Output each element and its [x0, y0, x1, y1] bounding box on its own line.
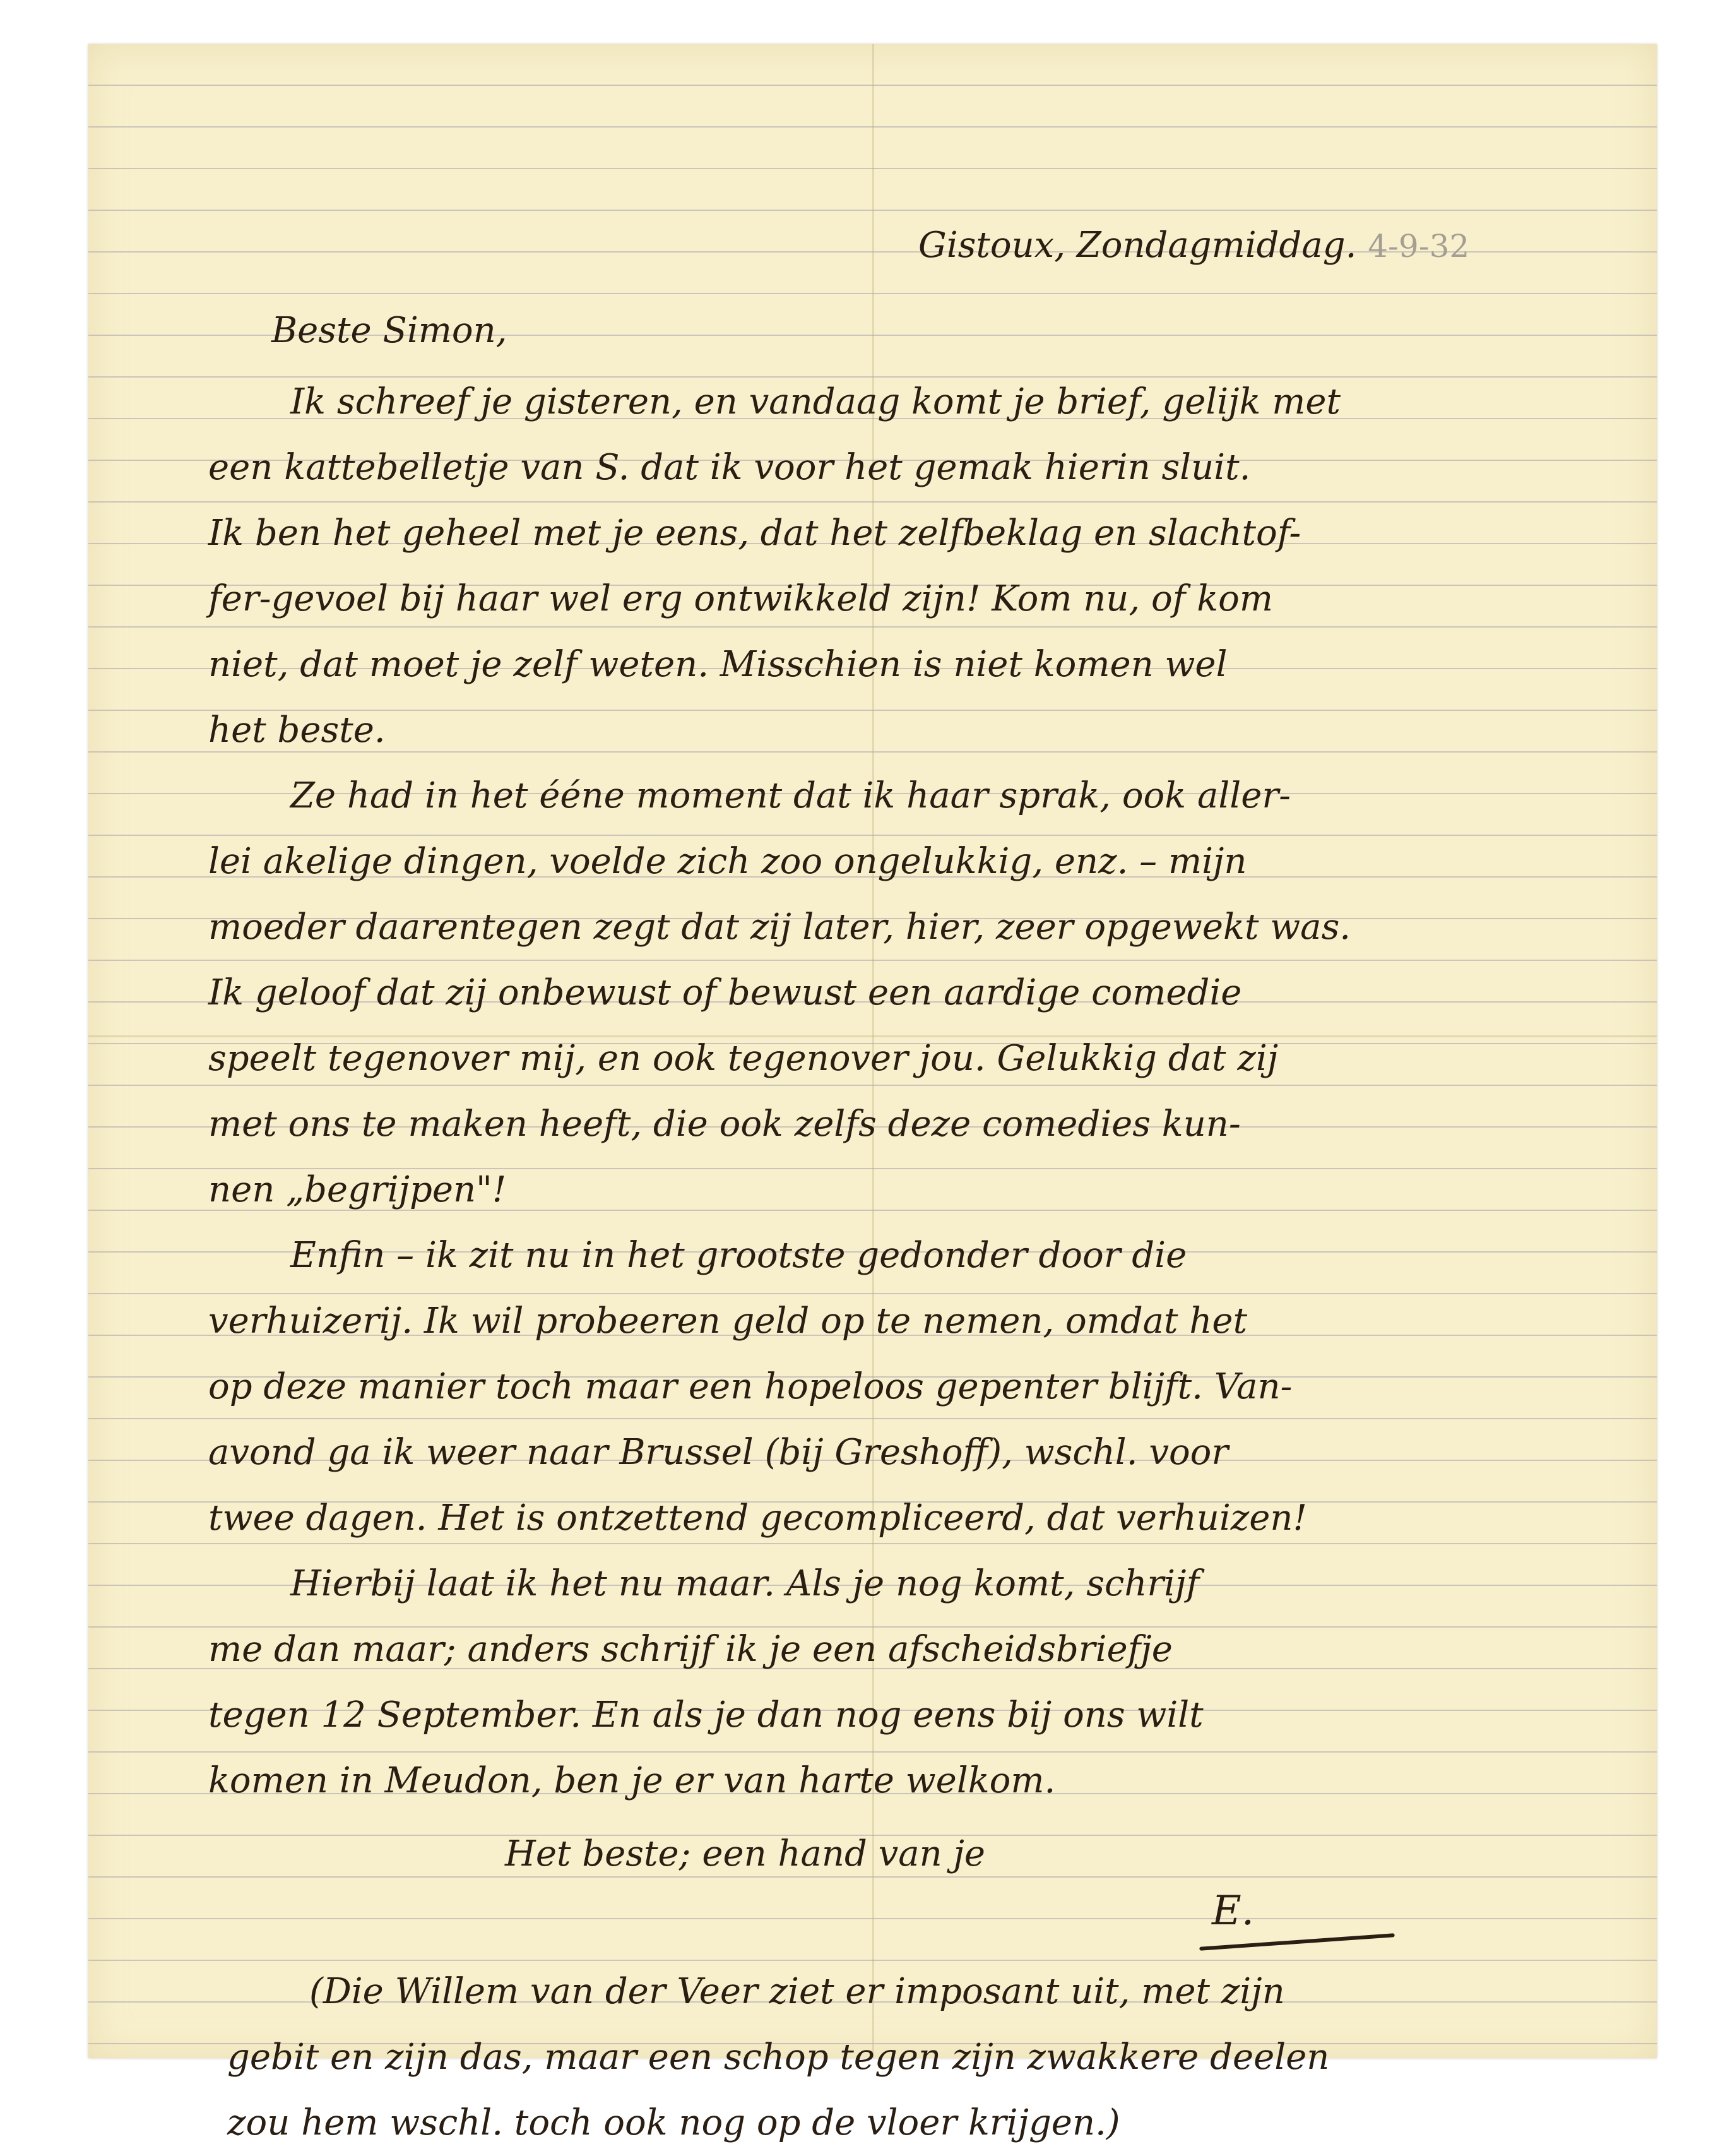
postscript-line: zou hem wschl. toch ook nog op de vloer krijgen.) [227, 2102, 1120, 2143]
closing: Het beste; een hand van je [505, 1833, 986, 1874]
body-line: lei akelige dingen, voelde zich zoo ongelukkig, enz. – mijn [208, 841, 1247, 882]
body-line: op deze manier toch maar een hopeloos gepenter blijft. Van- [208, 1366, 1293, 1407]
body-line: nen „begrijpen"! [208, 1169, 507, 1210]
body-line: fer-gevoel bij haar wel erg ontwikkeld zijn! Kom nu, of kom [208, 578, 1273, 619]
postscript-line: gebit en zijn das, maar een schop tegen zijn zwakkere deelen [227, 2037, 1330, 2078]
body-line: Ik ben het geheel met je eens, dat het zelfbeklag en slachtof- [208, 513, 1301, 554]
pencil-date: 4-9-32 [1368, 228, 1470, 265]
body-line: Ik geloof dat zij onbewust of bewust een aardige comedie [208, 972, 1242, 1013]
body-line: een kattebelletje van S. dat ik voor het gemak hierin sluit. [208, 447, 1251, 488]
salutation: Beste Simon, [271, 310, 507, 351]
body-line: Ze had in het ééne moment dat ik haar sprak, ook aller- [290, 775, 1291, 816]
postscript [227, 1959, 1329, 2156]
letter-body [208, 369, 1351, 1814]
body-line: Hierbij laat ik het nu maar. Als je nog komt, schrijf [290, 1563, 1200, 1604]
body-line: tegen 12 September. En als je dan nog eens bij ons wilt [208, 1694, 1204, 1736]
body-line: Enfin – ik zit nu in het grootste gedonder door die [290, 1235, 1187, 1276]
place-date: Gistoux, Zondagmiddag. [918, 225, 1357, 266]
body-line: twee dagen. Het is ontzettend gecompliceerd, dat verhuizen! [208, 1498, 1307, 1539]
body-line: verhuizerij. Ik wil probeeren geld op te nemen, omdat het [208, 1301, 1248, 1342]
body-line: Ik schreef je gisteren, en vandaag komt je brief, gelijk met [290, 381, 1341, 422]
body-line: speelt tegenover mij, en ook tegenover jou. Gelukkig dat zij [208, 1038, 1279, 1079]
body-line: niet, dat moet je zelf weten. Misschien is niet komen wel [208, 644, 1228, 685]
signature-initial: E. [1212, 1888, 1255, 1934]
body-line: avond ga ik weer naar Brussel (bij Greshoff), wschl. voor [208, 1432, 1229, 1473]
postscript-line: (Die Willem van der Veer ziet er imposant uit, met zijn [309, 1971, 1285, 2012]
body-line: met ons te maken heeft, die ook zelfs deze comedies kun- [208, 1104, 1241, 1145]
body-line: me dan maar; anders schrijf ik je een afscheidsbriefje [208, 1629, 1173, 1670]
place-date-line [918, 211, 1469, 280]
body-line: komen in Meudon, ben je er van harte welkom. [208, 1760, 1056, 1801]
body-line: moeder daarentegen zegt dat zij later, hier, zeer opgewekt was. [208, 907, 1351, 948]
body-line: het beste. [208, 710, 386, 751]
